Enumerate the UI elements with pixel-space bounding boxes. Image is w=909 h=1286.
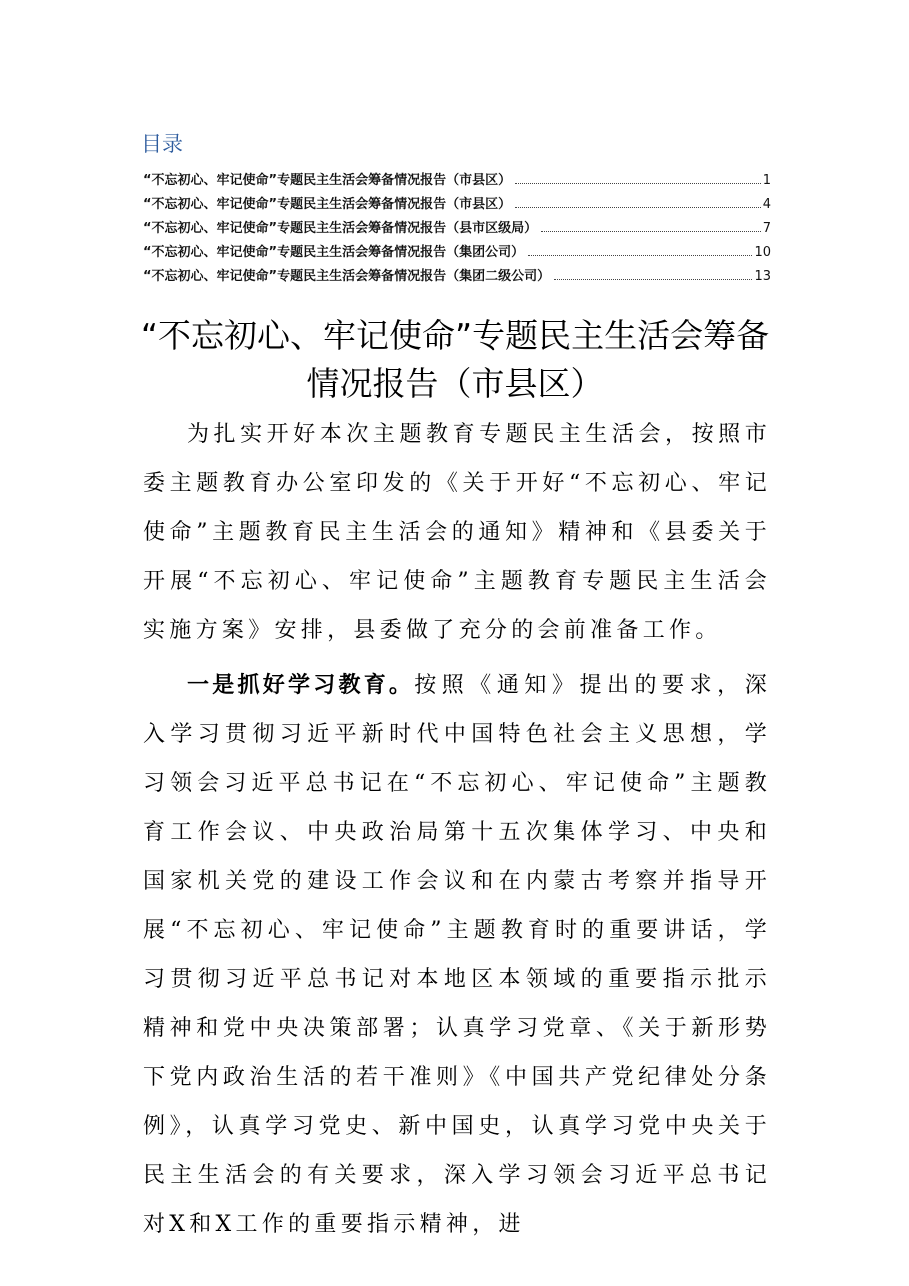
toc-leader-dots: [554, 278, 752, 280]
toc-entry[interactable]: [143, 217, 771, 241]
toc-entry-page: 1: [762, 173, 771, 188]
toc-leader-dots: [528, 254, 752, 256]
toc-leader-dots: [541, 230, 761, 232]
toc-entry-title: “不忘初心、牢记使命”专题民主生活会筹备情况报告（县市区级局）: [143, 221, 538, 236]
section-one-paragraph: [143, 661, 771, 1249]
toc-entry-title: “不忘初心、牢记使命”专题民主生活会筹备情况报告（市县区）: [143, 173, 512, 188]
document-title: “不忘初心、牢记使命”专题民主生活会筹备情况报告（市县区）: [140, 316, 770, 403]
toc-leader-dots: [515, 182, 761, 184]
toc-heading: 目录: [141, 132, 183, 156]
toc-entry[interactable]: [143, 193, 771, 217]
table-of-contents: [143, 169, 771, 289]
toc-entry-title: “不忘初心、牢记使命”专题民主生活会筹备情况报告（集团二级公司）: [143, 269, 551, 284]
toc-entry-page: 7: [762, 221, 771, 236]
toc-entry-page: 10: [754, 245, 771, 260]
document-body: [143, 410, 771, 1249]
toc-entry[interactable]: [143, 241, 771, 265]
intro-paragraph: 为扎实开好本次主题教育专题民主生活会，按照市委主题教育办公室印发的《关于开好“不忘初心、牢记使命”主题教育民主生活会的通知》精神和《县委关于开展“不忘初心、牢记使命”主题教育专题民主生活会实施方案》安排，县委做了充分的会前准备工作。: [143, 422, 771, 643]
section-one-lead: 一是抓好学习教育。: [187, 673, 415, 698]
toc-entry-title: “不忘初心、牢记使命”专题民主生活会筹备情况报告（集团公司）: [143, 245, 525, 260]
toc-entry[interactable]: [143, 265, 771, 289]
toc-entry-page: 13: [754, 269, 771, 284]
toc-entry[interactable]: [143, 169, 771, 193]
section-one-text: 按照《通知》提出的要求，深入学习贯彻习近平新时代中国特色社会主义思想，学习领会习近平总书记在“不忘初心、牢记使命”主题教育工作会议、中央政治局第十五次集体学习、中央和国家机关党的建设工作会议和在内蒙古考察并指导开展“不忘初心、牢记使命”主题教育时的重要讲话，学习贯彻习近平总书记对本地区本领域的重要指示批示精神和党中央决策部署；认真学习党章、《关于新形势下党内政治生活的若干准则》《中国共产党纪律处分条例》，认真学习党史、新中国史，认真学习党中央关于民主生活会的有关要求，深入学习领会习近平总书记对X和X工作的重要指示精神，进: [143, 673, 771, 1237]
toc-leader-dots: [515, 206, 761, 208]
toc-entry-title: “不忘初心、牢记使命”专题民主生活会筹备情况报告（市县区）: [143, 197, 512, 212]
toc-entry-page: 4: [762, 197, 771, 212]
